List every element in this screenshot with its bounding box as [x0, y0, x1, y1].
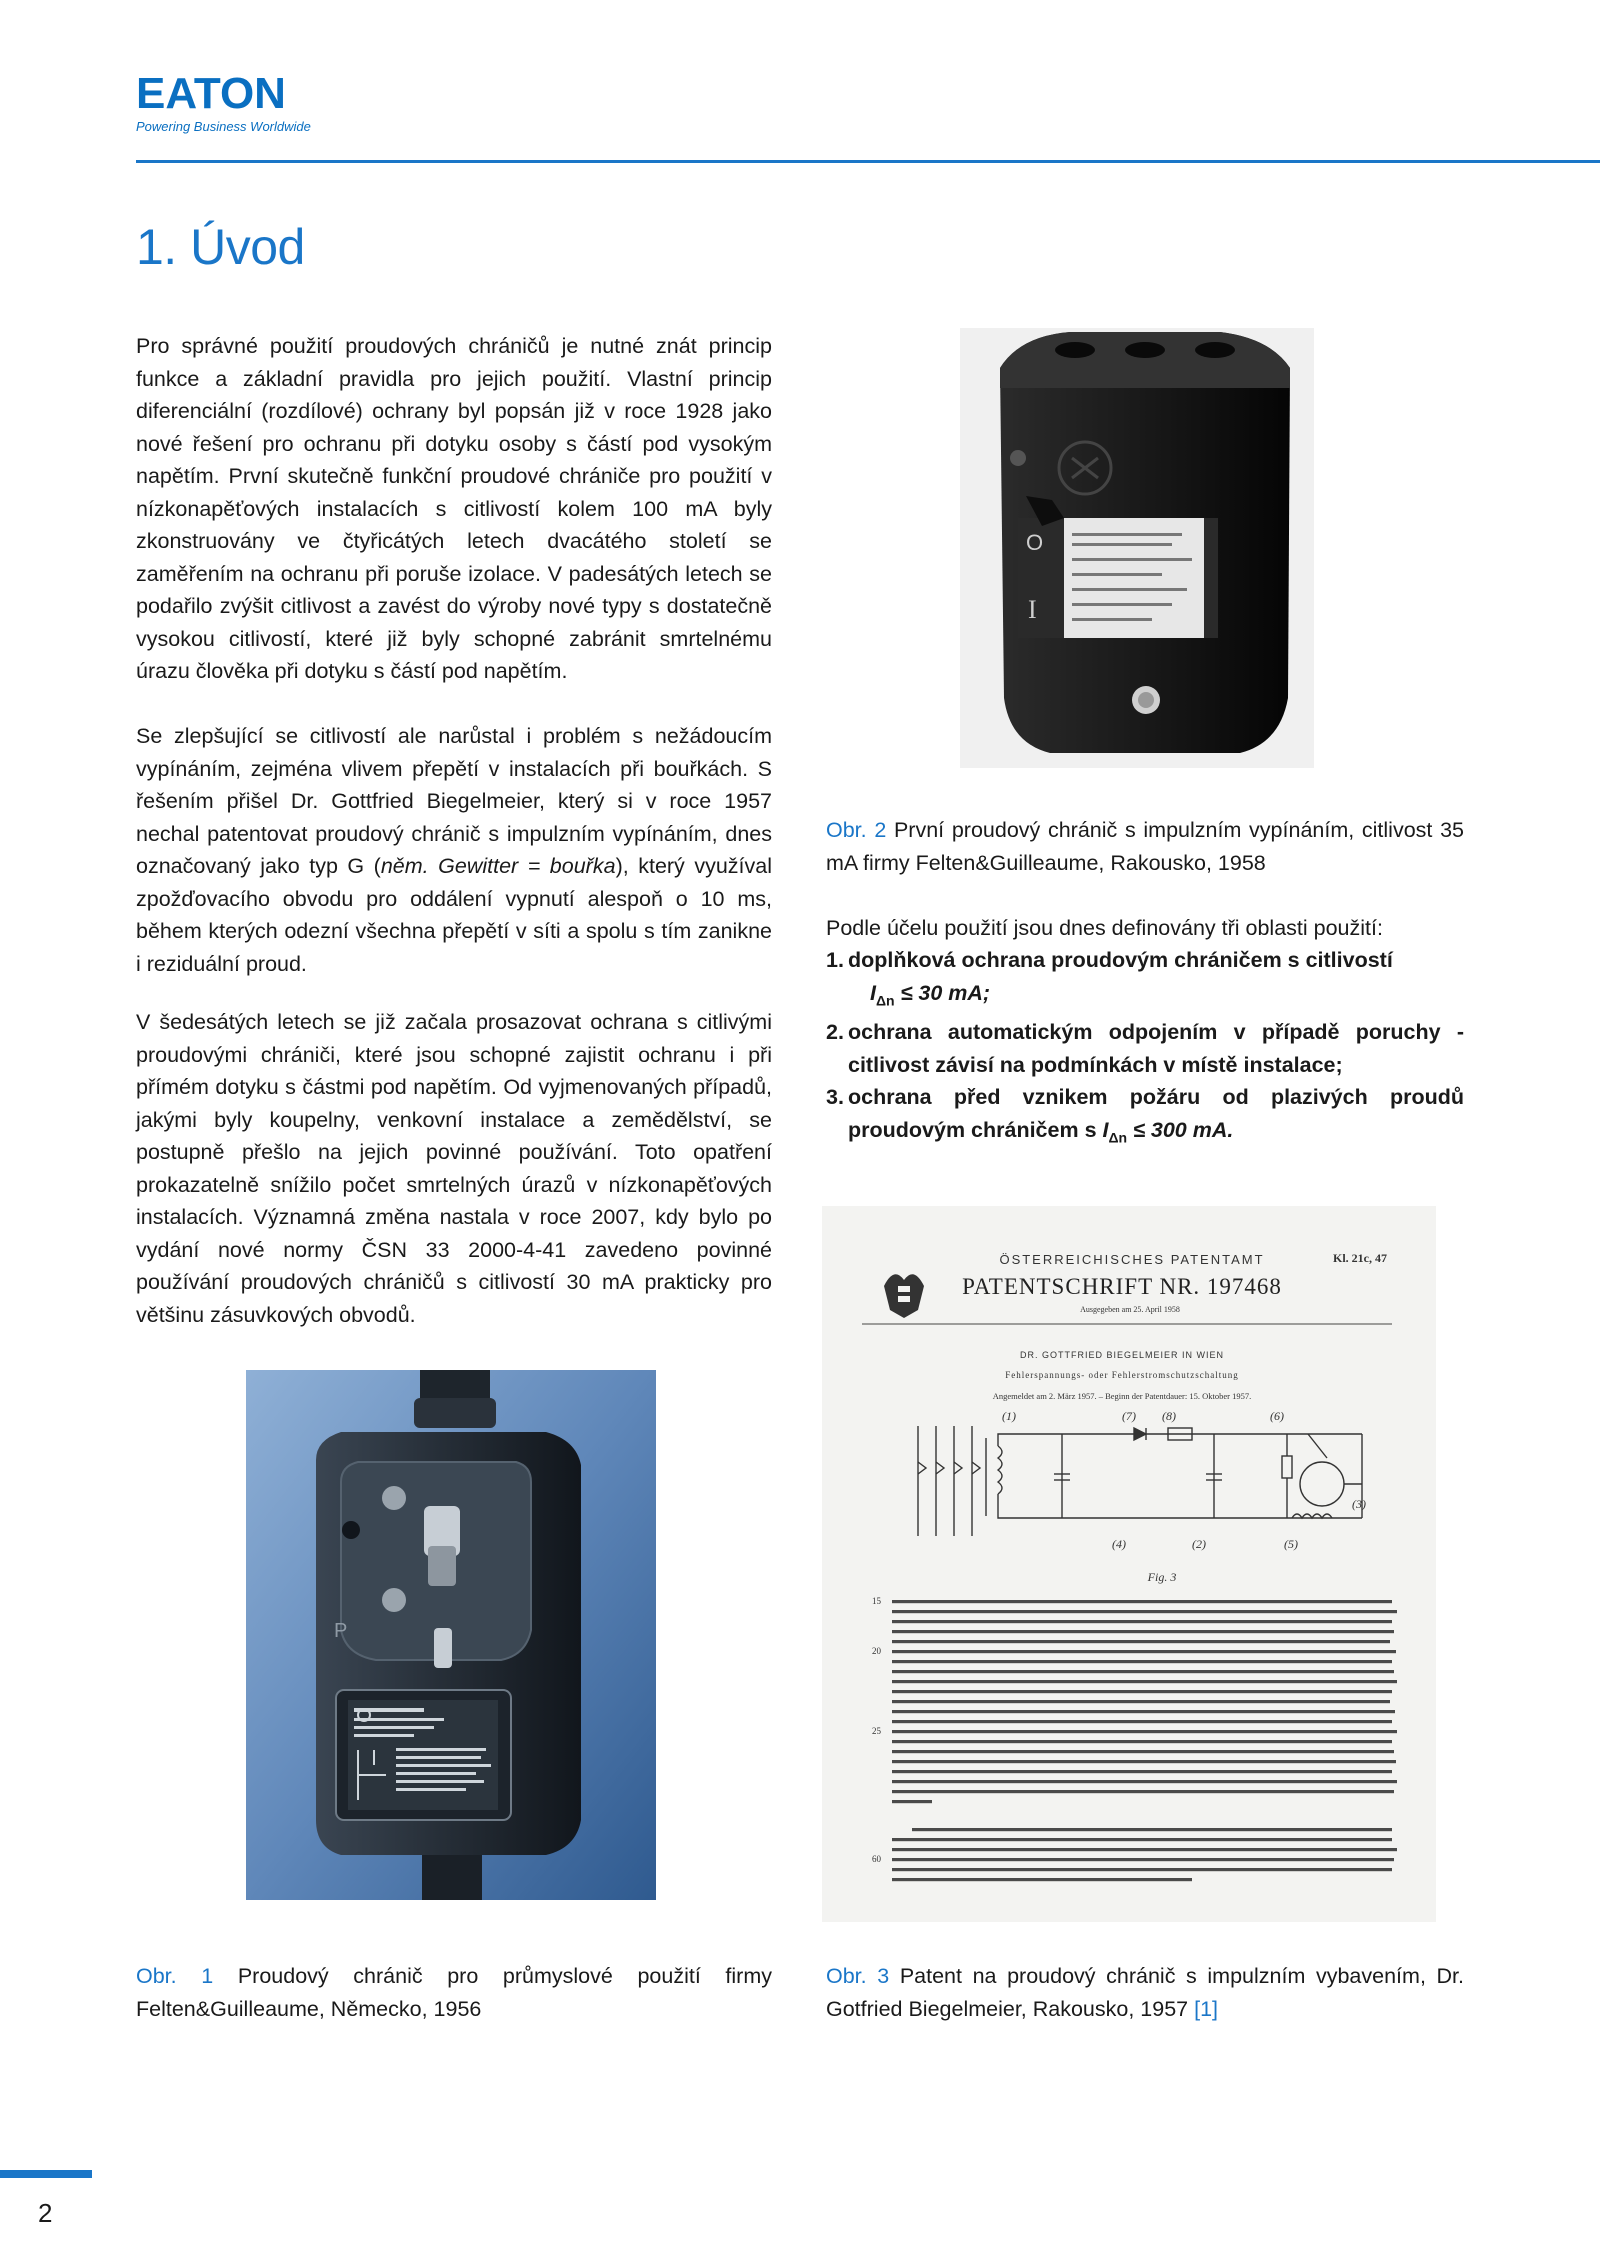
list-item: 1. doplňková ochrana proudovým chráničem s citlivostí $I_{\Delta n} \le 30$ mA; — [826, 948, 1393, 1008]
list-item: 2. ochrana automatickým odpojením v případě poruchy - citlivost závisí na podmínkách v místě instalace; — [826, 1020, 1464, 1077]
patent-class: Kl. 21c, 47 — [1333, 1251, 1387, 1265]
patent-heading: PATENTSCHRIFT NR. 197468 — [962, 1274, 1282, 1299]
logo-tagline: Powering Business Worldwide — [136, 119, 311, 134]
patent-dates: Angemeldet am 2. März 1957. – Beginn der Patentdauer: 15. Oktober 1957. — [992, 1391, 1252, 1401]
fig1-label: Obr. 1 — [136, 1964, 214, 1988]
header-rule — [136, 160, 1600, 163]
surge-paragraph: Se zlepšující se citlivostí ale narůstal i problém s nežádoucím vypínáním, zejména vlivem přepětí v instalacích při bouřkách. S řešením přišel Dr. Gottfried Biegelmeier, který si v roce 1957 nechal patentovat proudový chránič s impulzním vypínáním, dnes označovaný jako typ G (něm. Gewitter = bouřka), který využíval zpožďovacího obvodu pro oddálení vypnutí alespoň o 10 ms, během kterých odezní všechna přepětí v síti a spolu s tím zanikne i reziduální proud. — [136, 724, 772, 976]
patent-fig-label: Fig. 3 — [1147, 1570, 1177, 1584]
callout-2: (2) — [1192, 1537, 1206, 1551]
fig2-caption: Obr. 2 První proudový chránič s impulzním vypínáním, citlivost 35 mA firmy Felten&Guilleaume, Rakousko, 1958 — [826, 818, 1464, 875]
list-item: 3. ochrana před vznikem požáru od plazivých proudů proudovým chráničem s $I_{\Delta n} \le 300$ mA. — [826, 1085, 1464, 1146]
eaton-logo — [136, 72, 336, 138]
callout-3: (3) — [1352, 1497, 1366, 1511]
page-number-bar — [0, 2170, 92, 2178]
page-title: 1. Úvod — [136, 219, 305, 275]
fig2-switch-o: O — [1026, 530, 1044, 555]
callout-7: (7) — [1122, 1409, 1136, 1423]
sixties-paragraph: V šedesátých letech se již začala prosazovat ochrana s citlivými proudovými chrániči, které jsou schopné zajistit ochranu i při přímém dotyku s částmi pod napětím. Od vyjmenovaných případů, jakými byly koupelny, venkovní instalace a zemědělství, se postupně přešlo na jejich povinné používání. Toto opatření prokazatelně snížilo počet smrtelných úrazů v nízkonapěťových instalacích. Významná změna nastala v roce 2007, kdy bylo po vydání nové normy ČSN 33 2000-4-41 zavedeno povinné používání proudových chráničů s citlivostí 30 mA prakticky pro většinu zásuvkových obvodů. — [136, 1010, 772, 1327]
fig2-switch-i: I — [1028, 595, 1037, 624]
callout-4: (4) — [1112, 1537, 1126, 1551]
logo-word: EATON — [136, 72, 286, 112]
callout-8: (8) — [1162, 1409, 1176, 1423]
callout-5: (5) — [1284, 1537, 1298, 1551]
callout-1: (1) — [1002, 1409, 1016, 1423]
line-no-15: 15 — [872, 1596, 881, 1606]
patent-body-text — [892, 1600, 1397, 1881]
usage-intro: Podle účelu použití jsou dnes definovány tři oblasti použití: — [826, 916, 1383, 940]
page-number: 2 — [38, 2198, 53, 2228]
patent-office: ÖSTERREICHISCHES PATENTAMT — [999, 1252, 1265, 1267]
eaton-logo-mark — [136, 72, 336, 112]
callout-6: (6) — [1270, 1409, 1284, 1423]
fig3-label: Obr. 3 — [826, 1964, 890, 1988]
fig1-plate-letter: P — [334, 1620, 348, 1642]
line-no-25: 25 — [872, 1726, 881, 1736]
line-no-60: 60 — [872, 1854, 881, 1864]
fig3-caption: Obr. 3 Patent na proudový chránič s impulzním vybavením, Dr. Gotfried Biegelmeier, Rakousko, 1957 [1] — [826, 1964, 1464, 2021]
fig3-reference-link[interactable]: [1] — [1194, 1996, 1219, 2021]
patent-author: DR. GOTTFRIED BIEGELMEIER IN WIEN — [1019, 1350, 1225, 1360]
fig1-caption: Obr. 1 Proudový chránič pro průmyslové použití firmy Felten&Guilleaume, Německo, 1956 — [136, 1964, 772, 2021]
fig3-patent — [822, 1206, 1436, 1922]
patent-issued: Ausgegeben am 25. April 1958 — [1080, 1305, 1180, 1314]
intro-paragraph: Pro správné použití proudových chráničů je nutné znát princip funkce a základní pravidla pro jejich použití. Vlastní princip diferenciální (rozdílové) ochrany byl popsán již v roce 1928 jako nové řešení pro ochranu při dotyku osoby s částí pod vysokým napětím. První skutečně funkční proudové chrániče pro použití v nízkonapěťových instalacích s citlivostí kolem 100 mA byly zkonstruovány ve čtyřicátých letech dvacátého století se zaměřením na ochranu při poruše izolace. V padesátých letech se podařilo zvýšit citlivost a zavést do výroby nové typy s dostatečně vysokou citlivostí, které již byly schopné zabránit smrtelnému úrazu člověka při dotyku s částí pod napětím. — [136, 334, 772, 683]
fig1-photo — [246, 1370, 656, 1900]
fig2-label: Obr. 2 — [826, 818, 887, 842]
patent-subject: Fehlerspannungs- oder Fehlerstromschutzschaltung — [1005, 1370, 1239, 1380]
line-no-20: 20 — [872, 1646, 881, 1656]
usage-list — [826, 944, 1464, 1154]
fig2-photo — [960, 328, 1314, 768]
